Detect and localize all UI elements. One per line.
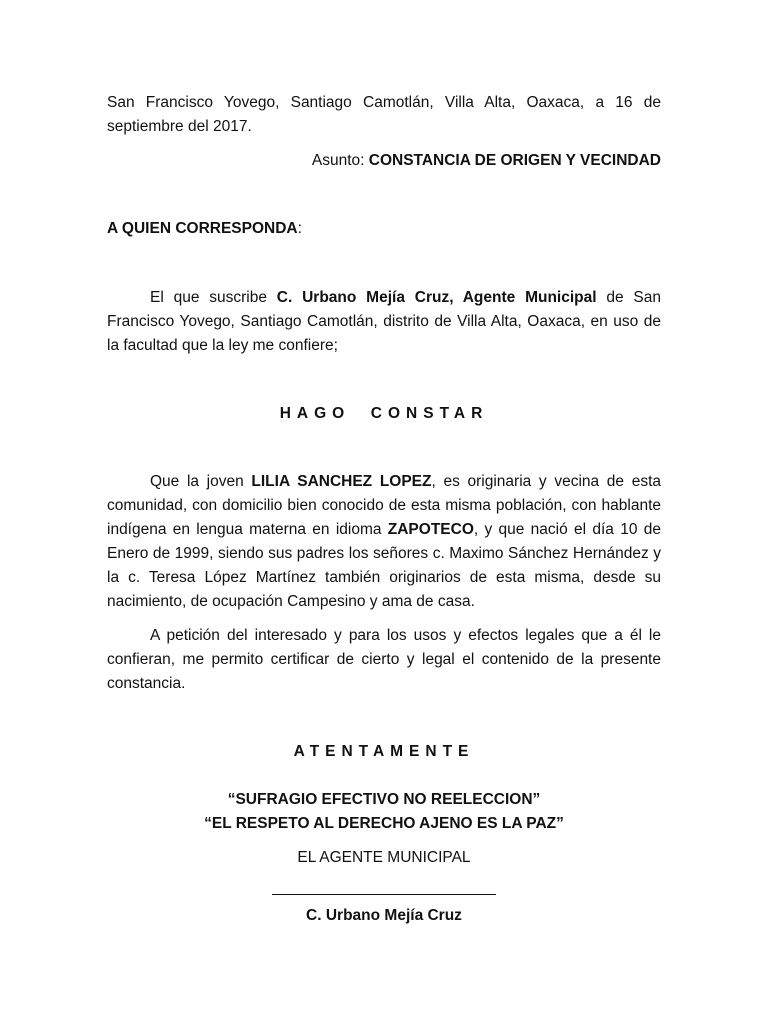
body-text-2: , es originaria y vecina de esta comunidad, con domicilio bien conocido de esta misma población, con hablante indígena en lengua materna en idioma (107, 473, 661, 538)
intro-text-start: El que suscribe (150, 289, 277, 306)
intro-text-end: de San Francisco Yovego, Santiago Camotlán, distrito de Villa Alta, Oaxaca, en uso de la facultad que la ley me confiere; (107, 289, 662, 354)
declaration-heading: HAGO CONSTAR (279, 405, 489, 422)
petition-paragraph (107, 624, 661, 696)
signer-rest: . Urbano Mejía Cruz (317, 907, 462, 924)
intro-signer: C. Urbano Mejía Cruz, Agente Municipal (276, 289, 597, 306)
subject-line (107, 149, 661, 173)
language-name: ZAPOTECO (387, 521, 474, 538)
place-date-line (107, 91, 661, 139)
subject-text: CONSTANCIA DE ORIGEN Y VECINDAD (368, 152, 661, 169)
petition-text: A petición del interesado y para los usos y efectos legales que a él le confieran, me permito certificar de cierto y legal el contenido de la presente constancia. (107, 627, 661, 692)
signer-name (107, 904, 661, 928)
place-date-text: San Francisco Yovego, Santiago Camotlán, Villa Alta, Oaxaca, a 16 de septiembre del 2017. (107, 94, 661, 135)
intro-paragraph (107, 286, 661, 358)
person-name: LILIA SANCHEZ LOPEZ (251, 473, 432, 490)
salutation-colon: : (297, 220, 302, 237)
salutation-text: A QUIEN CORRESPONDA (107, 220, 298, 237)
body-text-3: , y que nació el día 10 de Enero de 1999, siendo sus padres los señores c. Maximo Sánchez Hernández y la c. Teresa López Martínez también originarios de esta misma, desde su nacimiento, de ocupación Campesino y ama de casa. (107, 521, 661, 610)
salutation (107, 217, 661, 241)
agent-role: EL AGENTE MUNICIPAL (297, 849, 471, 866)
atentamente-heading: ATENTAMENTE (293, 743, 475, 760)
signature-line (272, 894, 496, 895)
body-paragraph (107, 470, 661, 614)
motto-line-1: “SUFRAGIO EFECTIVO NO REELECCION” (227, 791, 541, 808)
signer-prefix: C (306, 907, 318, 924)
subject-label: Asunto: (311, 152, 369, 169)
body-text-1: Que la joven (150, 473, 252, 490)
motto-line-2: “EL RESPETO AL DERECHO AJENO ES LA PAZ” (204, 815, 564, 832)
